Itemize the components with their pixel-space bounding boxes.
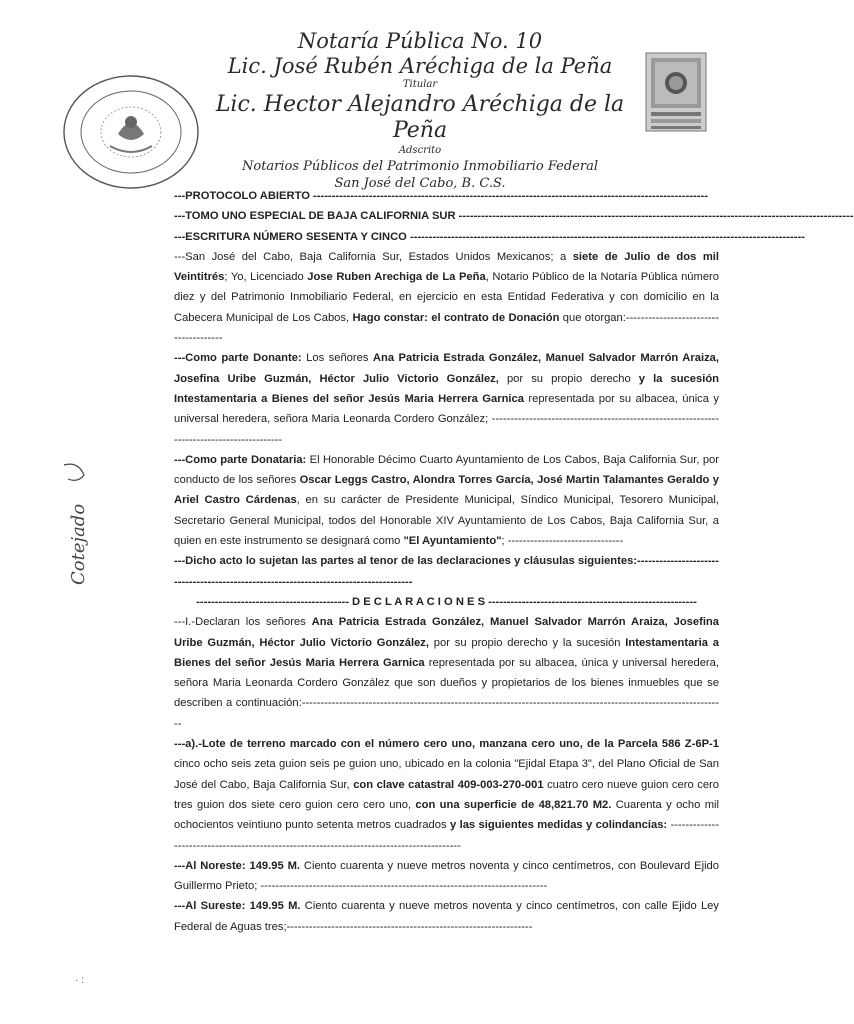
letterhead-titular-label: Titular [402, 79, 438, 90]
notary-seal-icon [60, 72, 202, 192]
declaraciones-heading: ----------------------------------------- D E C L A R A C I O N E S -------------------------------------------------------- [196, 595, 697, 608]
letterhead-notary-number: Notaría Pública No. 10 [297, 29, 543, 53]
letterhead-titular-name: Lic. José Rubén Aréchiga de la Peña [227, 54, 613, 78]
paragraph-sureste: ---Al Sureste: 149.95 M. Ciento cuarenta y nueve metros noventa y cinco centímetros, con calle Ejido Ley Federal de Aguas tres;------------------------------------------------------------------ [174, 900, 719, 933]
paragraph-lote: ---a).-Lote de terreno marcado con el número cero uno, manzana cero uno, de la Parcela 586 Z-6P-1 cinco ocho seis zeta guion seis pe guion uno, ubicado en la colonia "Ejidal Etapa 3", del Plano Oficial de San José del Cabo, Baja California Sur, con clave catastral 409-003-270-001 cuatro cero nueve guion cero cero tres guion dos siete cero guion cero cero uno, con una superficie de 48,821.70 M2. Cuarenta y ocho mil ochocientos veintiuno punto setenta metros cuadrados y las siguientes medidas y colindancias: ------------------------------------------------------------------------------------------ [174, 738, 719, 852]
letterhead-subtitle: Notarios Públicos del Patrimonio Inmobiliario Federal [242, 159, 598, 174]
paragraph-intro: ---San José del Cabo, Baja California Sur, Estados Unidos Mexicanos; a siete de Julio de dos mil Veintitrés; Yo, Licenciado Jose Ruben Arechiga de La Peña, Notario Público de la Notaría Pública número diez y del Patrimonio Inmobiliario Federal, en ejercicio en esta Entidad Federativa y con domicilio en la Cabecera Municipal de Los Cabos, Hago constar: el contrato de Donación que otorgan:-------------------------------------- [174, 250, 719, 345]
letterhead-adscrito-name: Lic. Hector Alejandro Aréchiga de la Peña [215, 92, 625, 143]
paragraph-sujetan: ---Dicho acto lo sujetan las partes al tenor de las declaraciones y cláusulas siguientes:-------------------------------------------------------------------------------------- [174, 555, 719, 588]
escritura-line: ---ESCRITURA NÚMERO SESENTA Y CINCO ---------------------------------------------------------------------------------------------------------- [174, 230, 805, 243]
tomo-line: ---TOMO UNO ESPECIAL DE BAJA CALIFORNIA SUR ---------------------------------------------------------------------------------------------------------- [174, 210, 854, 223]
document-body [174, 186, 854, 937]
paragraph-donataria: ---Como parte Donataria: El Honorable Décimo Cuarto Ayuntamiento de Los Cabos, Baja California Sur, por conducto de los señores Oscar Leggs Castro, Alondra Torres García, José Martin Talamantes Geraldo y Ariel Castro Cárdenas, en su carácter de Presidente Municipal, Síndico Municipal, Tesorero Municipal, Secretario General Municipal, todos del Honorable XIV Ayuntamiento de Los Cabos, Baja California Sur, a quien en este instrumento se designará como "El Ayuntamiento"; ------------------------------- [174, 453, 720, 548]
cotejado-text: Cotejado [68, 503, 89, 585]
margin-marks: · : [75, 975, 84, 986]
security-stamp-icon [645, 52, 707, 132]
cotejado-annotation [58, 455, 98, 595]
paragraph-donante: ---Como parte Donante: Los señores Ana Patricia Estrada González, Manuel Salvador Marrón Araiza, Josefina Uribe Guzmán, Héctor Julio Victorio González, por su propio derecho y la sucesión Intestamentaria a Bienes del señor Jesús Maria Herrera Garnica representada por su albacea, única y universal heredera, señora Maria Leonarda Cordero González; ------------------------------------------------------------------------------------------ [174, 352, 720, 446]
notary-letterhead [200, 28, 640, 192]
paragraph-declaran: ---I.-Declaran los señores Ana Patricia Estrada González, Manuel Salvador Marrón Araiza, Josefina Uribe Guzmán, Héctor Julio Victorio González, por su propio derecho y la sucesión Intestamentaria a Bienes del señor Jesús Maria Herrera Garnica representada por su albacea, única y universal heredera, señora Maria Leonarda Cordero González que son dueños y propietarios de los bienes inmuebles que se describen a continuación:------------------------------------------------------------------------------------------------------------------ [174, 616, 719, 730]
letterhead-adscrito-label: Adscrito [398, 145, 442, 156]
paragraph-noreste: ---Al Noreste: 149.95 M. Ciento cuarenta y nueve metros noventa y cinco centímetros, con Boulevard Ejido Guillermo Prieto; ----------------------------------------------------------------------------- [174, 859, 719, 893]
protocolo-line: ---PROTOCOLO ABIERTO ---------------------------------------------------------------------------------------------------------- [174, 190, 708, 202]
letterhead-location: San José del Cabo, B. C.S. [334, 176, 506, 191]
